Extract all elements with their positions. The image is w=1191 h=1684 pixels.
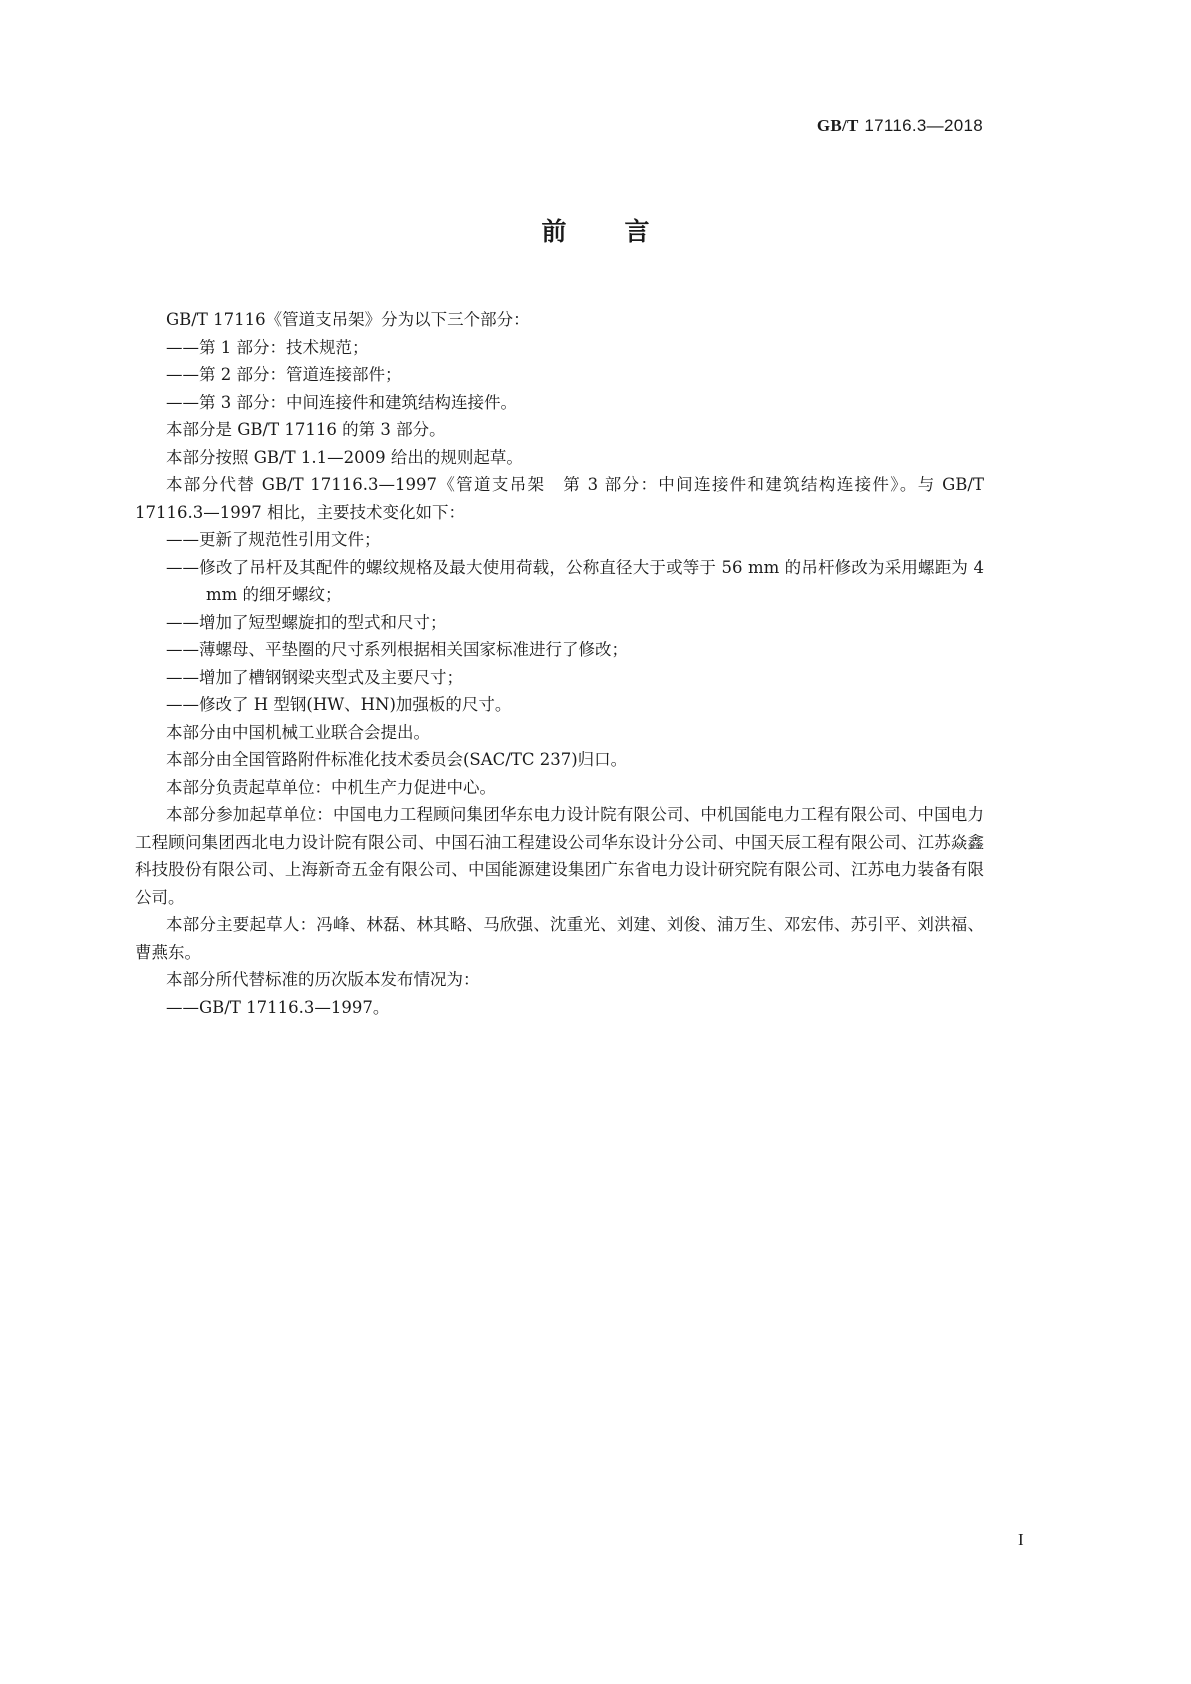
list-item: ——增加了短型螺旋扣的型式和尺寸； — [166, 612, 447, 632]
paragraph: ——第 2 部分：管道连接部件； — [166, 365, 402, 384]
standard-prefix: GB/T — [816, 116, 859, 135]
paragraph: 本部分代替 GB/T 17116.3—1997《管道支吊架 第 3 部分：中间连接件和建筑结构连接件》。与 GB/T 17116.3—1997 相比，主要技术变化如下： — [135, 475, 984, 522]
document-body — [135, 306, 984, 1021]
list-item: ——更新了规范性引用文件； — [166, 530, 381, 549]
list-item: ——GB/T 17116.3—1997。 — [166, 997, 390, 1017]
page-title: 前言 — [541, 217, 708, 246]
paragraph: ——第 1 部分：技术规范； — [166, 337, 369, 357]
paragraph: ——第 3 部分：中间连接件和建筑结构连接件。 — [166, 392, 517, 412]
paragraph: 本部分参加起草单位：中国电力工程顾问集团华东电力设计院有限公司、中机国能电力工程有限公司、中国电力工程顾问集团西北电力设计院有限公司、中国石油工程建设公司华东设计分公司、中国天辰工程有限公司、江苏焱鑫科技股份有限公司、上海新奇五金有限公司、中国能源建设集团广东省电力设计研究院有限公司、江苏电力装备有限公司。 — [135, 805, 984, 907]
paragraph: 本部分由全国管路附件标准化技术委员会(SAC/TC 237)归口。 — [166, 750, 628, 769]
standard-code — [817, 116, 983, 136]
paragraph: 本部分所代替标准的历次版本发布情况为： — [166, 970, 480, 989]
list-item: ——修改了吊杆及其配件的螺纹规格及最大使用荷载，公称直径大于或等于 56 mm 的吊杆修改为采用螺距为 4 mm 的细牙螺纹； — [166, 557, 984, 604]
list-item: ——薄螺母、平垫圈的尺寸系列根据相关国家标准进行了修改； — [166, 640, 628, 659]
page-number: I — [1018, 1530, 1024, 1549]
paragraph: 本部分是 GB/T 17116 的第 3 部分。 — [166, 420, 446, 439]
paragraph: GB/T 17116《管道支吊架》分为以下三个部分： — [166, 310, 530, 329]
paragraph: 本部分按照 GB/T 1.1—2009 给出的规则起草。 — [166, 447, 523, 467]
list-item: ——修改了 H 型钢(HW、HN)加强板的尺寸。 — [166, 695, 512, 714]
paragraph: 本部分主要起草人：冯峰、林磊、林其略、马欣强、沈重光、刘建、刘俊、浦万生、邓宏伟、苏引平、刘洪福、曹燕东。 — [135, 915, 984, 962]
paragraph: 本部分由中国机械工业联合会提出。 — [166, 722, 430, 742]
standard-number: 17116.3—2018 — [864, 116, 983, 135]
paragraph: 本部分负责起草单位：中机生产力促进中心。 — [166, 777, 496, 797]
list-item: ——增加了槽钢钢梁夹型式及主要尺寸； — [166, 667, 463, 687]
